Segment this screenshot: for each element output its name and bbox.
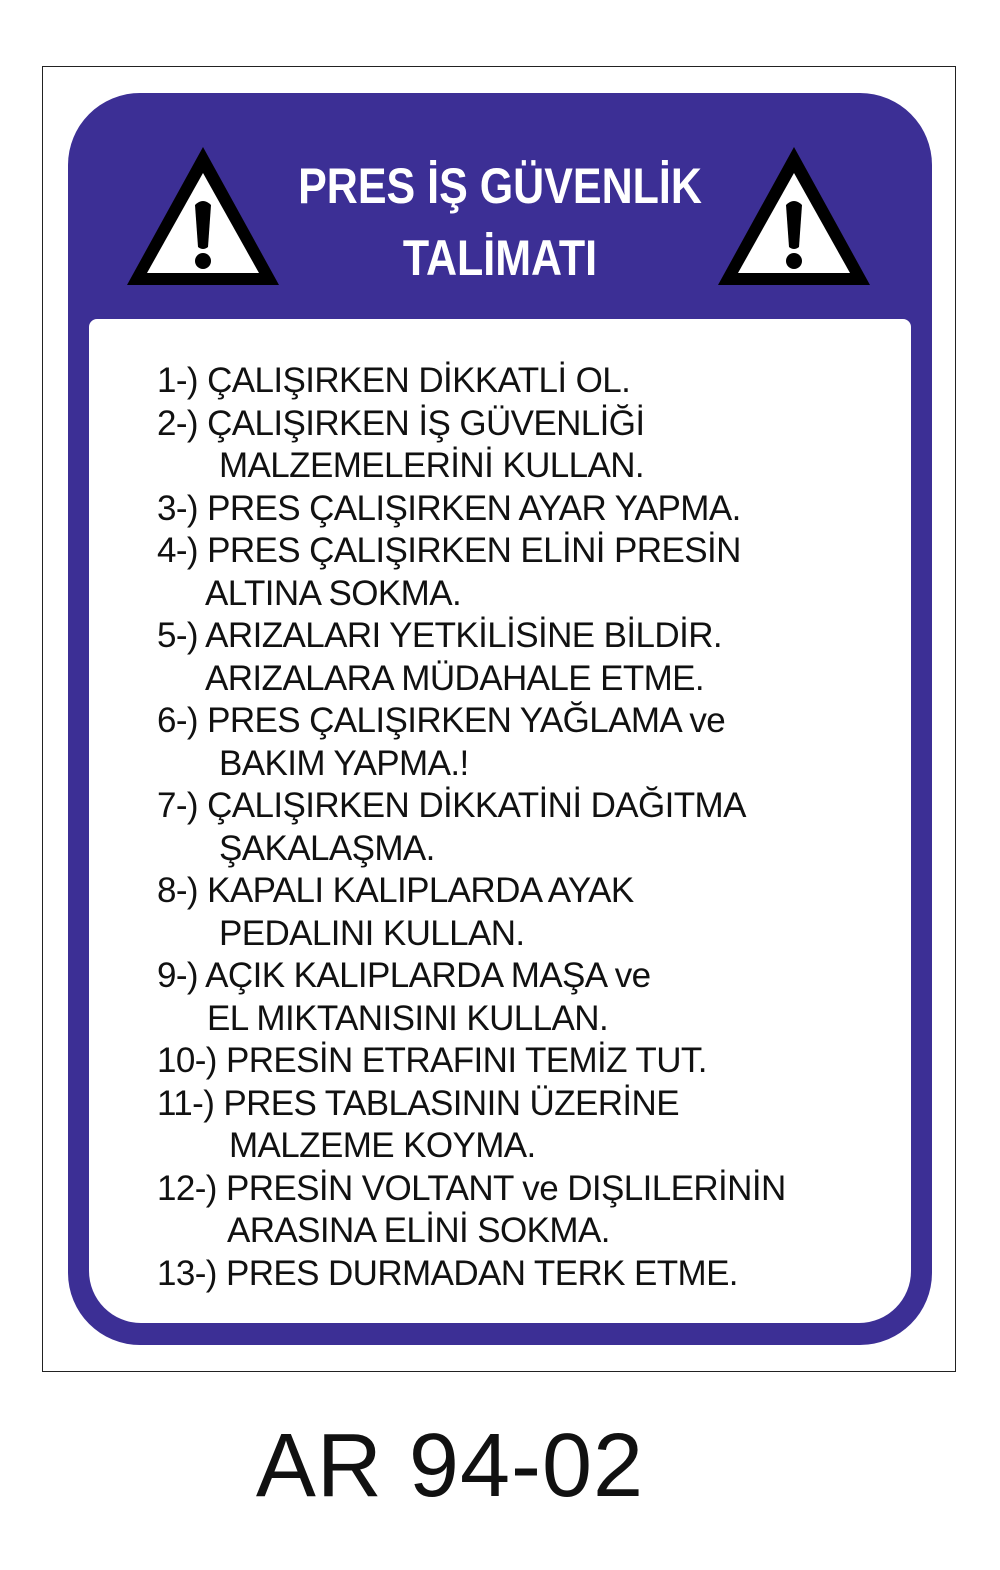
- rule-line: 9-) AÇIK KALIPLARDA MAŞA ve: [157, 956, 651, 995]
- rule-line: MALZEMELERİNİ KULLAN.: [219, 446, 645, 485]
- warning-triangle-icon: [714, 143, 874, 289]
- title-line-2: TALİMATI: [402, 230, 598, 286]
- rule-line: ALTINA SOKMA.: [205, 573, 462, 613]
- rule-line: 7-) ÇALIŞIRKEN DİKKATİNİ DAĞITMA: [157, 786, 746, 825]
- rule-line: PEDALINI KULLAN.: [219, 913, 525, 953]
- rule-line: 6-) PRES ÇALIŞIRKEN YAĞLAMA ve: [157, 701, 726, 740]
- title-line-1: PRES İŞ GÜVENLİK: [298, 158, 702, 214]
- rule-line: 11-) PRES TABLASININ ÜZERİNE: [157, 1083, 679, 1123]
- rule-line: 3-) PRES ÇALIŞIRKEN AYAR YAPMA.: [157, 488, 741, 528]
- product-code: AR 94-02: [255, 1416, 645, 1516]
- rule-line: BAKIM YAPMA.!: [219, 743, 469, 783]
- rule-line: ARIZALARA MÜDAHALE ETME.: [205, 658, 705, 698]
- rule-line: 10-) PRESİN ETRAFINI TEMİZ TUT.: [157, 1041, 707, 1080]
- rule-line: 2-) ÇALIŞIRKEN İŞ GÜVENLİĞİ: [157, 403, 645, 443]
- rule-line: 4-) PRES ÇALIŞIRKEN ELİNİ PRESİN: [157, 531, 741, 570]
- rule-line: 12-) PRESİN VOLTANT ve DIŞLILERİNİN: [157, 1168, 786, 1208]
- rule-line: 13-) PRES DURMADAN TERK ETME.: [157, 1253, 738, 1293]
- rule-line: EL MIKTANISINI KULLAN.: [207, 998, 609, 1038]
- rule-line: 8-) KAPALI KALIPLARDA AYAK: [157, 871, 634, 910]
- warning-triangle-icon: [123, 143, 283, 289]
- rule-line: MALZEME KOYMA.: [229, 1126, 536, 1165]
- sign-title: [268, 150, 732, 294]
- rule-line: 5-) ARIZALARI YETKİLİSİNE BİLDİR.: [157, 616, 723, 655]
- rule-line: ARASINA ELİNİ SOKMA.: [227, 1211, 610, 1250]
- rules-list: [157, 360, 877, 1295]
- rule-line: 1-) ÇALIŞIRKEN DİKKATLİ OL.: [157, 361, 631, 400]
- rule-line: ŞAKALAŞMA.: [219, 828, 435, 868]
